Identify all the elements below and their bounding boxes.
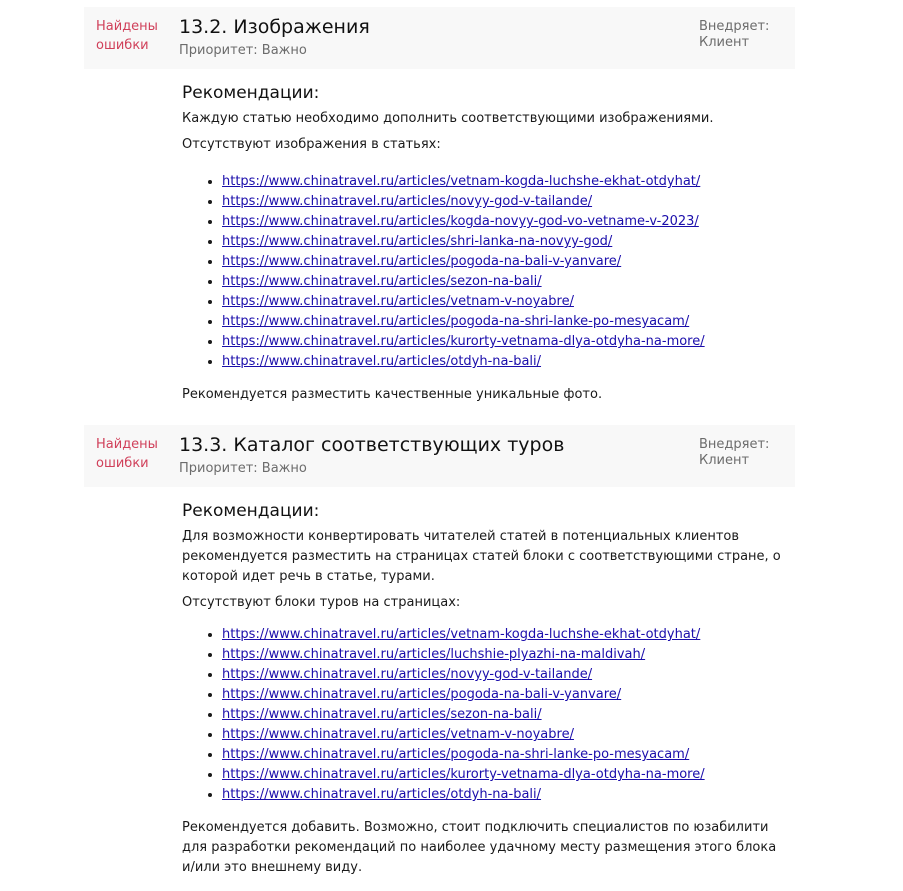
list-item xyxy=(222,252,802,272)
conclusion-text: Рекомендуется разместить качественные уникальные фото. xyxy=(182,387,603,402)
list-item xyxy=(222,625,802,645)
article-link[interactable]: https://www.chinatravel.ru/articles/vetnam-v-noyabre/ xyxy=(222,727,574,742)
article-link[interactable]: https://www.chinatravel.ru/articles/pogoda-na-shri-lanke-po-mesyacam/ xyxy=(222,314,690,329)
intro-text: Для возможности конвертировать читателей статей в потенциальных клиентов рекомендуется разместить на страницах статей блоки с соответствующими стране, о которой идет речь в статье, турами. xyxy=(182,529,781,584)
list-item xyxy=(222,765,802,785)
status-label: Найдены ошибки xyxy=(96,19,158,53)
article-link[interactable]: https://www.chinatravel.ru/articles/pogoda-na-bali-v-yanvare/ xyxy=(222,687,622,702)
article-link[interactable]: https://www.chinatravel.ru/articles/sezon-na-bali/ xyxy=(222,274,542,289)
status-label: Найдены ошибки xyxy=(96,437,158,471)
article-link[interactable]: https://www.chinatravel.ru/articles/vetnam-kogda-luchshe-ekhat-otdyhat/ xyxy=(222,627,701,642)
article-link[interactable]: https://www.chinatravel.ru/articles/kogda-novyy-god-vo-vetname-v-2023/ xyxy=(222,214,699,229)
list-item xyxy=(222,745,802,765)
article-link[interactable]: https://www.chinatravel.ru/articles/novyy-god-v-tailande/ xyxy=(222,667,593,682)
implementer-label: Внедряет: Клиент xyxy=(699,437,770,468)
list-heading: Отсутствуют блоки туров на страницах: xyxy=(182,595,461,610)
list-item xyxy=(222,645,802,665)
section-title: 13.2. Изображения xyxy=(179,16,370,38)
recommendations-heading: Рекомендации: xyxy=(182,83,320,103)
recommendations-heading: Рекомендации: xyxy=(182,501,320,521)
article-link-list xyxy=(182,172,802,372)
article-link[interactable]: https://www.chinatravel.ru/articles/otdyh-na-bali/ xyxy=(222,787,542,802)
list-item xyxy=(222,312,802,332)
intro-text: Каждую статью необходимо дополнить соответствующими изображениями. xyxy=(182,111,714,126)
list-item xyxy=(222,272,802,292)
list-item xyxy=(222,685,802,705)
list-item xyxy=(222,785,802,805)
priority-label: Приоритет: Важно xyxy=(179,43,307,58)
list-item xyxy=(222,292,802,312)
article-link[interactable]: https://www.chinatravel.ru/articles/sezon-na-bali/ xyxy=(222,707,542,722)
section-body xyxy=(182,82,802,405)
implementer-label: Внедряет: Клиент xyxy=(699,19,770,50)
article-link-list xyxy=(182,625,802,805)
list-item xyxy=(222,232,802,252)
article-link[interactable]: https://www.chinatravel.ru/articles/kurorty-vetnama-dlya-otdyha-na-more/ xyxy=(222,334,705,349)
article-link[interactable]: https://www.chinatravel.ru/articles/otdyh-na-bali/ xyxy=(222,354,542,369)
list-item xyxy=(222,725,802,745)
article-link[interactable]: https://www.chinatravel.ru/articles/vetnam-kogda-luchshe-ekhat-otdyhat/ xyxy=(222,174,701,189)
article-link[interactable]: https://www.chinatravel.ru/articles/luchshie-plyazhi-na-maldivah/ xyxy=(222,647,646,662)
list-item xyxy=(222,332,802,352)
list-item xyxy=(222,192,802,212)
article-link[interactable]: https://www.chinatravel.ru/articles/shri-lanka-na-novyy-god/ xyxy=(222,234,613,249)
list-item xyxy=(222,212,802,232)
list-item xyxy=(222,352,802,372)
article-link[interactable]: https://www.chinatravel.ru/articles/pogoda-na-bali-v-yanvare/ xyxy=(222,254,622,269)
section-body xyxy=(182,500,802,878)
list-item xyxy=(222,665,802,685)
section-title: 13.3. Каталог соответствующих туров xyxy=(179,434,565,456)
article-link[interactable]: https://www.chinatravel.ru/articles/vetnam-v-noyabre/ xyxy=(222,294,574,309)
article-link[interactable]: https://www.chinatravel.ru/articles/kurorty-vetnama-dlya-otdyha-na-more/ xyxy=(222,767,705,782)
article-link[interactable]: https://www.chinatravel.ru/articles/pogoda-na-shri-lanke-po-mesyacam/ xyxy=(222,747,690,762)
list-item xyxy=(222,172,802,192)
conclusion-text: Рекомендуется добавить. Возможно, стоит подключить специалистов по юзабилити для разработки рекомендаций по наиболее удачному месту размещения этого блока и/или это внешнему виду. xyxy=(182,820,777,875)
article-link[interactable]: https://www.chinatravel.ru/articles/novyy-god-v-tailande/ xyxy=(222,194,593,209)
list-heading: Отсутствуют изображения в статьях: xyxy=(182,137,441,152)
list-item xyxy=(222,705,802,725)
priority-label: Приоритет: Важно xyxy=(179,461,307,476)
